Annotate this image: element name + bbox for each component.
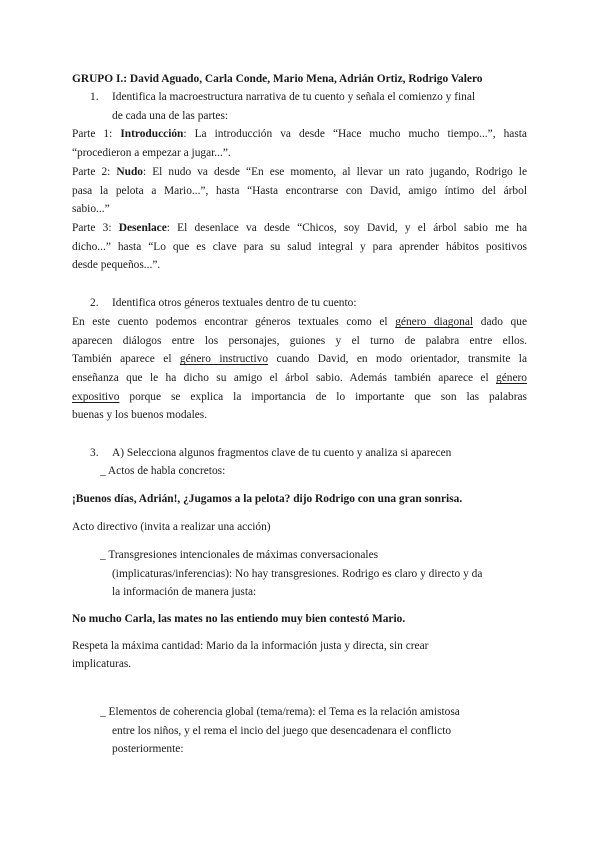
q2-line-6: buenas y los buenos modales.: [72, 409, 208, 421]
part2-label: Parte 2:: [72, 166, 117, 178]
part2-text: : El nudo va desde “En ese momento, al llevar un rato jugando, Rodrigo le: [142, 166, 527, 178]
part3-line-1: [72, 219, 527, 237]
q2-line-1: [72, 313, 527, 331]
q1-line-1: Identifica la macroestructura narrativa de tu cuento y señala el comienzo y final: [112, 91, 476, 103]
q1-line-2: de cada una de las partes:: [112, 110, 229, 122]
q1-number: 1.: [90, 91, 99, 103]
q2-text: También aparece el: [72, 353, 180, 365]
maxim-line-1: Respeta la máxima cantidad: Mario da la información justa y directa, sin crear: [72, 640, 429, 652]
coherence-line-2: entre los niños, y el rema el incio del juego que desencadenara el conflicto: [112, 725, 452, 737]
part2-title: Nudo: [116, 166, 143, 178]
q2-line-3: [72, 350, 527, 368]
q2-line-2: aparecen diálogos entre los personajes, guiones y el turno de palabra entre ellos.: [72, 335, 527, 347]
q2-number: 2.: [90, 297, 99, 309]
transgressions-line-3: la información de manera justa:: [112, 586, 257, 598]
part1-line-2: “procedieron a empezar a jugar...”.: [72, 147, 231, 159]
genre-expositivo-part2: expositivo: [72, 391, 120, 403]
part3-text: : El desenlace va desde “Chicos, soy David, y el árbol sabio me ha: [166, 222, 528, 234]
part3-line-3: desde pequeños...”.: [72, 259, 161, 271]
transgressions-line-1: _ Transgresiones intencionales de máximas conversacionales: [100, 549, 379, 561]
q2-line-5: [72, 388, 527, 406]
part1-line-1: [72, 125, 527, 143]
quote-2: No mucho Carla, las mates no las entiendo muy bien contestó Mario.: [72, 613, 406, 625]
q2-text: En este cuento podemos encontrar géneros textuales como el: [72, 316, 396, 328]
q2-text: dado que: [473, 316, 527, 328]
part2-line-2: pasa la pelota a Mario...”, hasta “Hasta encontrarse con David, amigo íntimo del árbol: [72, 185, 527, 197]
speech-act: Acto directivo (invita a realizar una acción): [72, 521, 271, 533]
part3-label: Parte 3:: [72, 222, 119, 234]
q3-number: 3.: [90, 447, 99, 459]
part1-text: : La introducción va desde “Hace mucho mucho tiempo...”, hasta: [183, 128, 527, 140]
genre-instructivo: género instructivo: [179, 353, 269, 365]
part2-line-3: sabio...”: [72, 203, 110, 215]
part1-label: Parte 1:: [72, 128, 121, 140]
genre-expositivo-part1: género: [496, 372, 527, 384]
maxim-line-2: implicaturas.: [72, 658, 132, 670]
q2-text: porque se explica la importancia de lo importante que son las palabras: [119, 391, 527, 403]
part3-title: Desenlace: [118, 222, 167, 234]
coherence-line-3: posteriormente:: [112, 743, 184, 755]
transgressions-line-2: (implicaturas/inferencias): No hay transgresiones. Rodrigo es claro y directo y da: [112, 568, 483, 580]
q3-line-2: _ Actos de habla concretos:: [100, 465, 226, 477]
q2-text: cuando David, en modo orientador, transmite la: [268, 353, 527, 365]
part1-title: Introducción: [120, 128, 184, 140]
q2-line-4: [72, 369, 527, 387]
coherence-line-1: _ Elementos de coherencia global (tema/rema): el Tema es la relación amistosa: [100, 706, 460, 718]
q2-text: enseñanza que le ha dicho su amigo el árbol sabio. Además también aparece el: [72, 372, 496, 384]
q3-line-1: A) Selecciona algunos fragmentos clave de tu cuento y analiza si aparecen: [112, 447, 452, 459]
quote-1: ¡Buenos días, Adrián!, ¿Jugamos a la pelota? dijo Rodrigo con una gran sonrisa.: [72, 493, 463, 505]
genre-diagonal: género diagonal: [395, 316, 474, 328]
group-header: GRUPO I.: David Aguado, Carla Conde, Mario Mena, Adrián Ortiz, Rodrigo Valero: [72, 73, 483, 85]
part3-line-2: dicho...” hasta “Lo que es clave para su salud integral y para aprender hábitos positivos: [72, 241, 527, 253]
q2-title: Identifica otros géneros textuales dentro de tu cuento:: [112, 297, 357, 309]
part2-line-1: [72, 163, 527, 181]
